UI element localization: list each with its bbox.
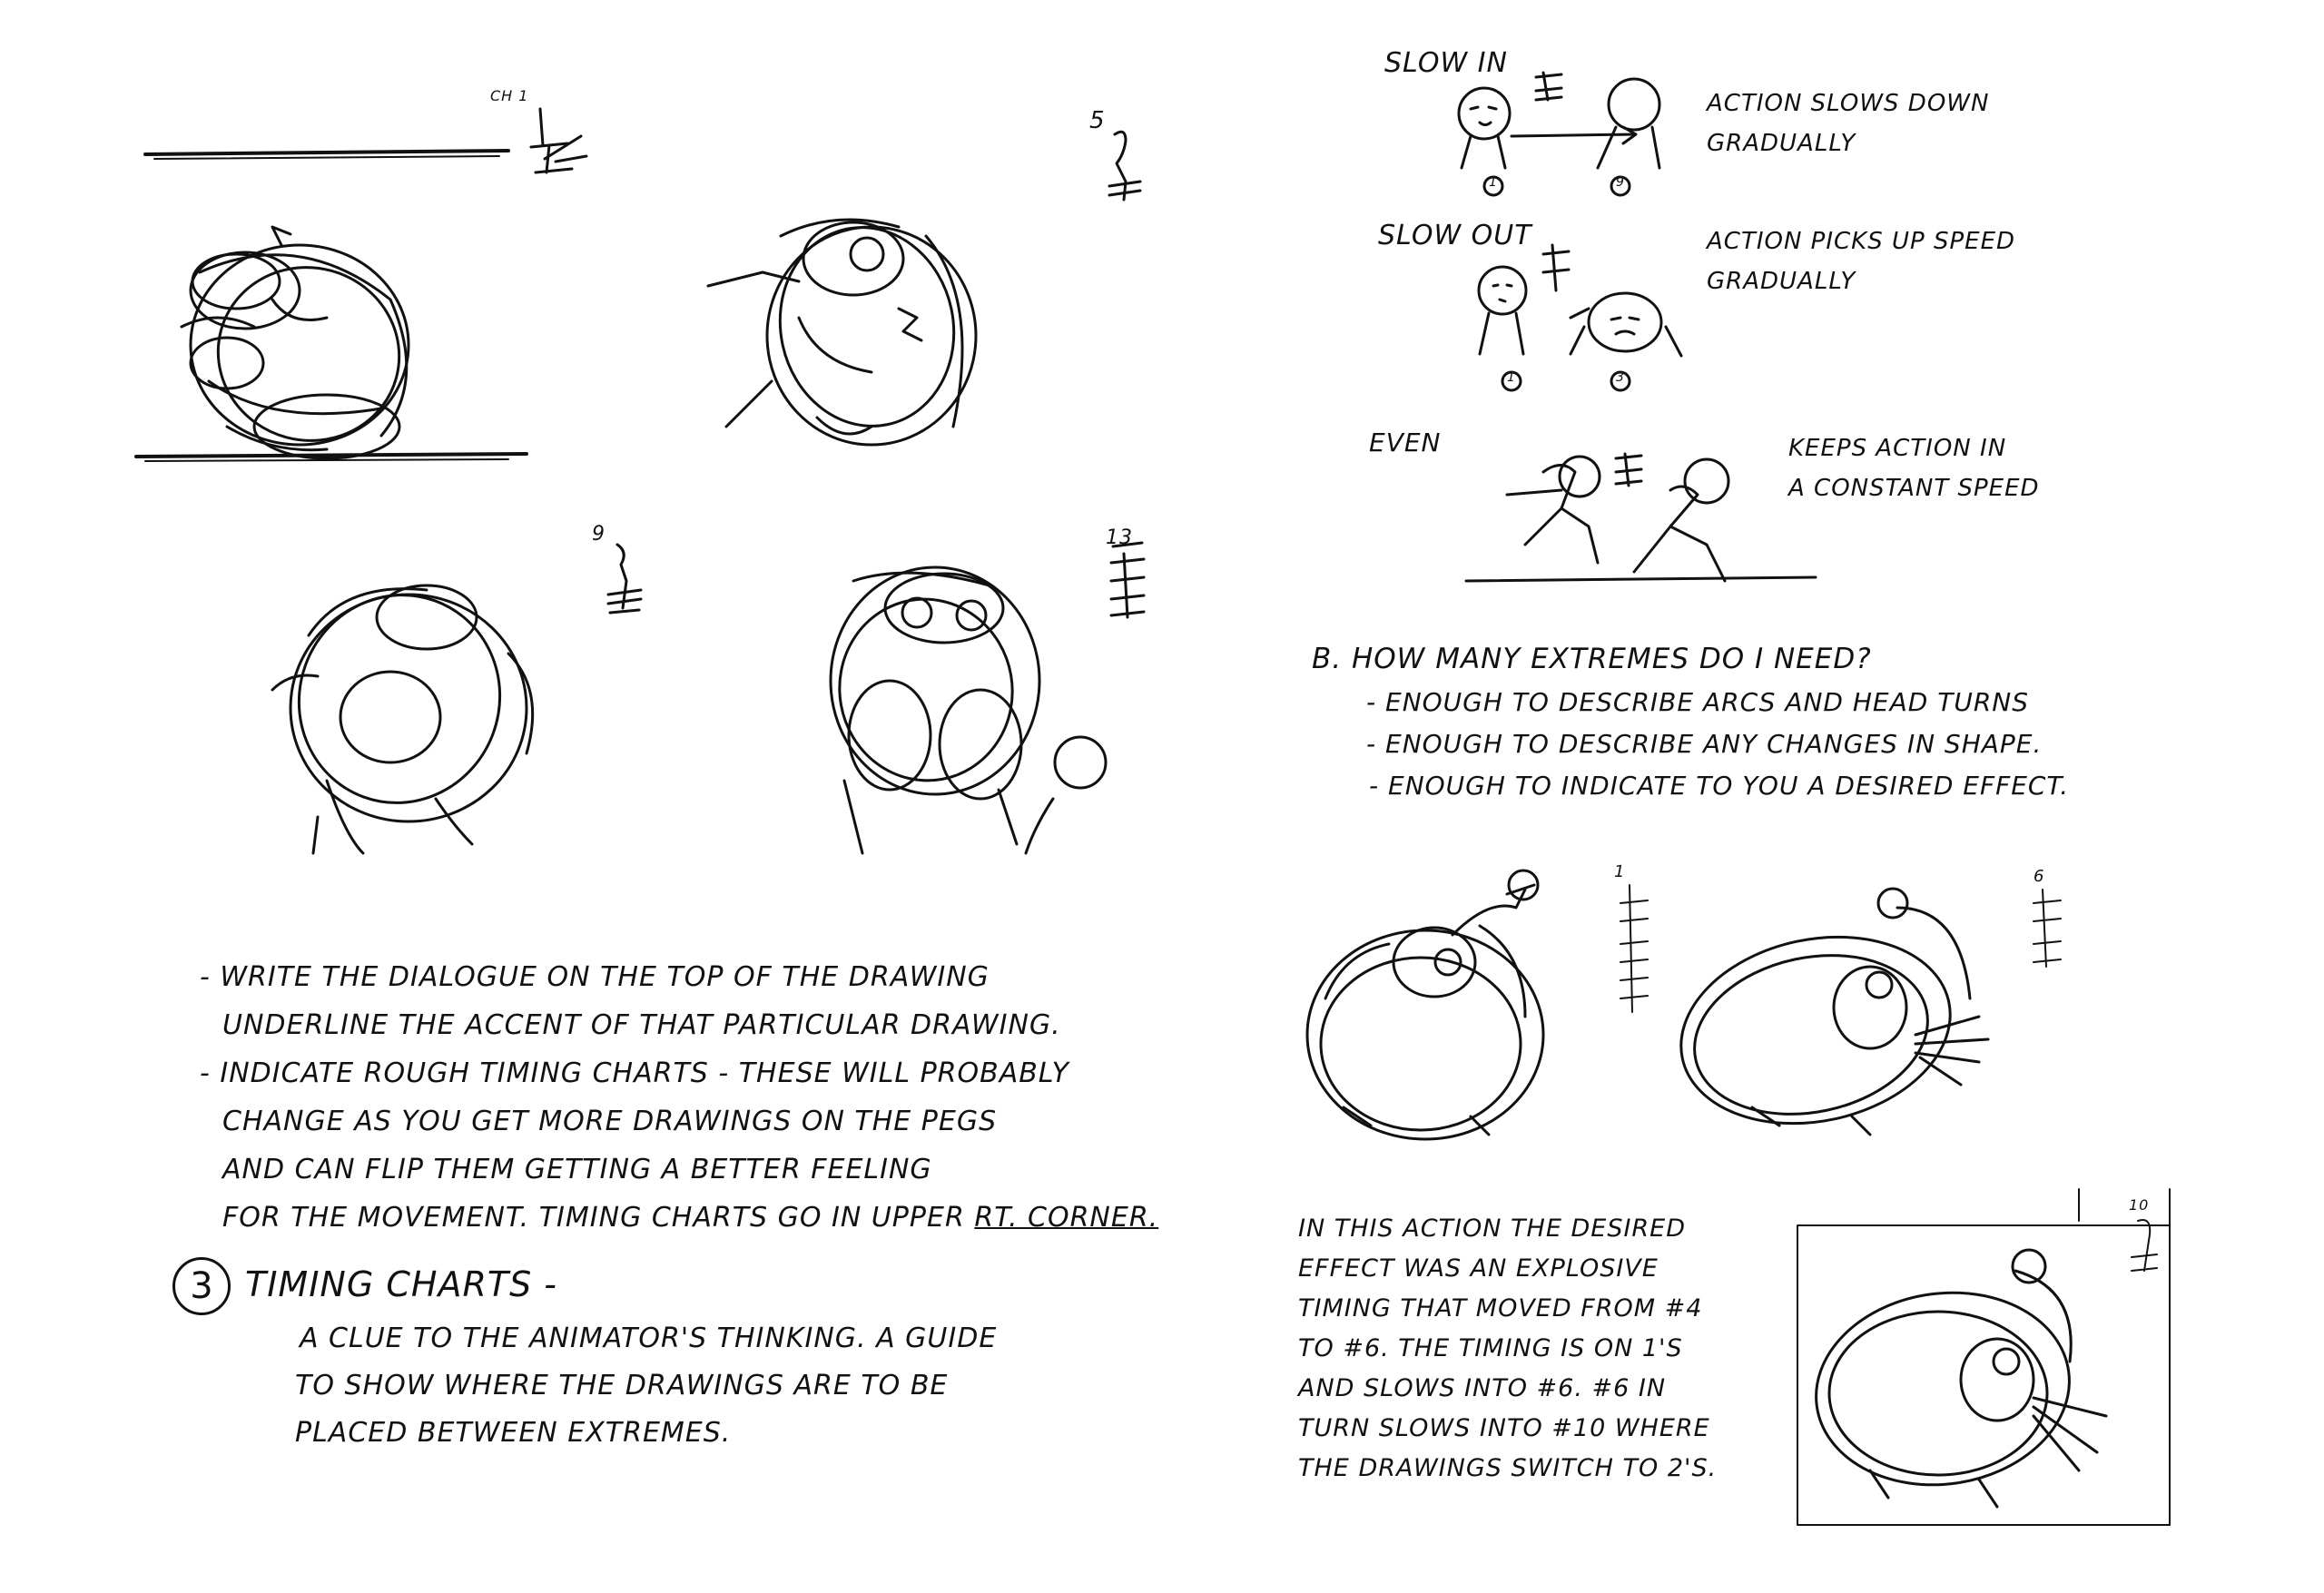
even-label: EVEN: [1369, 428, 1442, 457]
explanation-line-7: THE DRAWINGS SWITCH TO 2'S.: [1298, 1454, 1718, 1482]
notes-line-6-text: FOR THE MOVEMENT. TIMING CHARTS GO IN UPPER: [222, 1202, 965, 1234]
explanation-line-6: TURN SLOWS INTO #10 WHERE: [1298, 1414, 1710, 1442]
slow-out-num-start: 1: [1507, 370, 1516, 385]
slow-out-desc-1: ACTION PICKS UP SPEED: [1707, 228, 2016, 255]
timing-mark-b-label: 6: [2034, 867, 2045, 886]
explanation-line-1: IN THIS ACTION THE DESIRED: [1298, 1214, 1687, 1243]
slow-in-label: SLOW IN: [1384, 47, 1508, 79]
explanation-line-4: TO #6. THE TIMING IS ON 1'S: [1298, 1334, 1683, 1362]
timing-label-mid-right: 13: [1106, 526, 1133, 549]
section-3-heading: TIMING CHARTS -: [245, 1264, 557, 1304]
notes-line-4: CHANGE AS YOU GET MORE DRAWINGS ON THE PEGS: [222, 1106, 998, 1137]
even-desc-1: KEEPS ACTION IN: [1788, 435, 2007, 462]
timing-chart-c: [1162, 0, 1163, 1]
notes-line-3: - INDICATE ROUGH TIMING CHARTS - THESE WILL PROBABLY: [200, 1057, 1069, 1089]
notes-line-6-underlined: RT. CORNER.: [974, 1202, 1159, 1234]
section-3-line-1: A CLUE TO THE ANIMATOR'S THINKING. A GUIDE: [300, 1323, 998, 1354]
slow-in-num-start: 1: [1489, 175, 1498, 190]
notes-line-5: AND CAN FLIP THEM GETTING A BETTER FEELING: [222, 1154, 932, 1185]
slow-out-label: SLOW OUT: [1378, 220, 1532, 251]
timing-mark-c-label: 10: [2129, 1196, 2150, 1214]
timing-label-top-left: CH 1: [490, 87, 529, 104]
section-3-line-3: PLACED BETWEEN EXTREMES.: [295, 1417, 732, 1449]
notes-line-1: - WRITE THE DIALOGUE ON THE TOP OF THE DRAWING: [200, 961, 990, 993]
notes-line-2: UNDERLINE THE ACCENT OF THAT PARTICULAR DRAWING.: [222, 1009, 1061, 1041]
slow-in-desc-1: ACTION SLOWS DOWN: [1707, 90, 1990, 117]
explanation-line-3: TIMING THAT MOVED FROM #4: [1298, 1294, 1703, 1323]
slow-in-desc-2: GRADUALLY: [1707, 130, 1856, 157]
slow-out-desc-2: GRADUALLY: [1707, 268, 1856, 295]
section-b-bullet-2: - ENOUGH TO DESCRIBE ANY CHANGES IN SHAPE.: [1366, 729, 2043, 759]
timing-mark-a-label: 1: [1614, 862, 1626, 881]
slow-out-num-end: 3: [1616, 370, 1625, 385]
character-sketch-4: [0, 0, 1, 1]
notes-line-6: [222, 1194, 1158, 1242]
even-desc-2: A CONSTANT SPEED: [1788, 475, 2040, 502]
section-b-bullet-3: - ENOUGH TO INDICATE TO YOU A DESIRED EFFECT.: [1369, 771, 2070, 801]
explanation-line-2: EFFECT WAS AN EXPLOSIVE: [1298, 1254, 1659, 1283]
timing-label-top-right: 5: [1089, 107, 1106, 134]
section-b-question: B. HOW MANY EXTREMES DO I NEED?: [1312, 643, 1872, 675]
section-3-line-2: TO SHOW WHERE THE DRAWINGS ARE TO BE: [295, 1370, 949, 1401]
section-b-bullet-1: - ENOUGH TO DESCRIBE ARCS AND HEAD TURNS: [1366, 687, 2030, 717]
slow-in-num-end: 9: [1616, 175, 1625, 190]
explanation-line-5: AND SLOWS INTO #6. #6 IN: [1298, 1374, 1667, 1402]
section-3-number: 3: [172, 1257, 231, 1315]
timing-label-mid-left: 9: [592, 523, 606, 546]
right-page: [1162, 0, 2324, 1593]
